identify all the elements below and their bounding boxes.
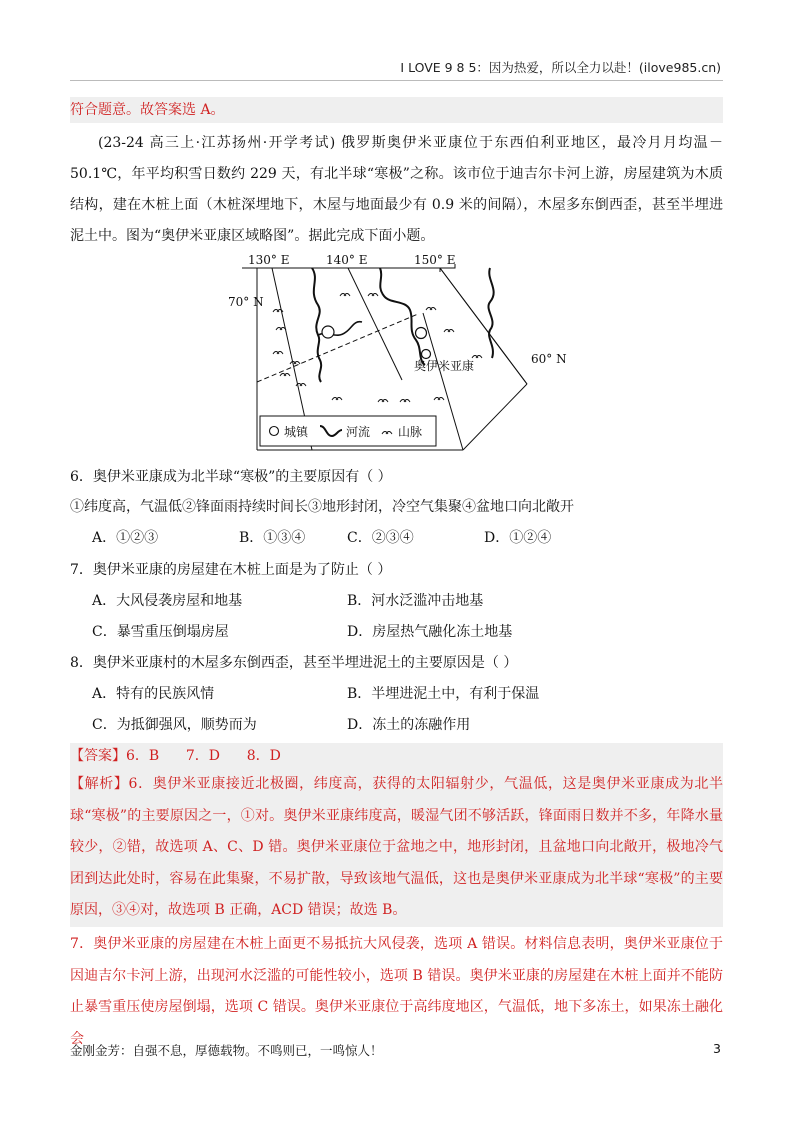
question-6-option-d[interactable]: D．①②④ (484, 530, 552, 546)
oymyakon-town-icon (422, 350, 431, 359)
question-7-option-c[interactable]: C．暴雪重压倒塌房屋 (92, 624, 229, 640)
mountain-icons (273, 294, 482, 403)
intro-text: (23-24 高三上·江苏扬州·开学考试) 俄罗斯奥伊米亚康位于东西伯利亚地区，最冷月月均温－50.1℃，年平均积雪日数约 229 天，有北半球“寒极”之称。该市位于迪吉尔卡河上游，房屋建筑为木质结构，建在木桩上面（木桩深埋地下，木屋与地面最少有 0.9 米的间隔），木屋多东倒西歪，甚至半埋进泥土中。图为“奥伊米亚康区域略图”。据此完成下面小题。 (70, 135, 723, 244)
question-6-option-b[interactable]: B．①③④ (239, 530, 306, 546)
question-6-stem: 6．奥伊米亚康成为北半球“寒极”的主要原因有（ ） (70, 469, 392, 485)
question-6-option-c[interactable]: C．②③④ (347, 530, 414, 546)
lon-label-140: 140° E (326, 253, 368, 267)
question-intro (70, 128, 723, 252)
question-6-statements: ①纬度高，气温低②锋面雨持续时间长③地形封闭，冷空气集聚④盆地口向北敞开 (70, 499, 574, 515)
analysis-question-6: 【解析】6．奥伊米亚康接近北极圈，纬度高，获得的太阳辐射少，气温低，这是奥伊米亚康成为北半球“寒极”的主要原因之一，①对。奥伊米亚康纬度高，暖湿气团不够活跃，锋面雨日数并不多，年降水量较少，②错，故选项 A、C、D 错。奥伊米亚康位于盆地之中，地形封闭，且盆地口向北敞开，极地冷气团到达此处时，容易在此集聚，不易扩散，导致该地气温低，这也是奥伊米亚康成为北半球“寒极”的主要原因，③④对，故选项 B 正确，ACD 错误；故选 B。 (70, 769, 723, 927)
town-icon (322, 326, 334, 338)
lat-label-60-outside: 60° N (531, 352, 567, 366)
analysis-question-7: 7．奥伊米亚康的房屋建在木桩上面更不易抵抗大风侵袭，选项 A 错误。材料信息表明，奥伊米亚康位于因迪吉尔卡河上游，出现河水泛滥的可能性较小，选项 B 错误。奥伊米亚康的房屋建在木桩上面并不能防止暴雪重压使房屋倒塌，选项 C 错误。奥伊米亚康位于高纬度地区，气温低，地下多冻土，如果冻土融化会 (70, 936, 723, 1047)
town-icon (416, 328, 427, 339)
legend-town-label: 城镇 (284, 425, 309, 439)
legend-mountain-label: 山脉 (398, 425, 423, 439)
footer-motto: 金刚金芳：自强不息，厚德载物。不鸣则已，一鸣惊人！ (70, 1043, 383, 1058)
header-divider (70, 80, 723, 81)
lon-label-130: 130° E (248, 253, 290, 267)
question-7-stem: 7．奥伊米亚康的房屋建在木桩上面是为了防止（ ） (70, 562, 392, 578)
question-6-option-a[interactable]: A．①②③ (92, 530, 159, 546)
legend-river-label: 河流 (346, 425, 371, 439)
river-indigirka (380, 268, 425, 365)
oymyakon-map (228, 250, 528, 452)
question-8-option-d[interactable]: D．冻土的冻融作用 (347, 717, 471, 733)
answer-key: 【答案】6．B 7．D 8．D (70, 743, 723, 769)
question-7-option-d[interactable]: D．房屋热气融化冻土地基 (347, 624, 513, 640)
river-lena (312, 268, 321, 382)
arctic-circle-line (257, 314, 418, 382)
place-label-oymyakon: 奥伊米亚康 (414, 359, 475, 373)
question-7-option-a[interactable]: A．大风侵袭房屋和地基 (92, 593, 243, 609)
question-8-option-c[interactable]: C．为抵御强风，顺势而为 (92, 717, 257, 733)
page-number: 3 (713, 1041, 721, 1056)
lon-label-150: 150° E (414, 253, 456, 267)
legend-town-icon (270, 427, 279, 436)
question-8-stem: 8．奥伊米亚康村的木屋多东倒西歪，甚至半埋进泥土的主要原因是（ ） (70, 655, 518, 671)
question-7-option-b[interactable]: B．河水泛滥冲击地基 (347, 593, 484, 609)
lat-label-70: 70° N (228, 295, 264, 309)
river-kolyma (488, 268, 493, 358)
page-header: I LOVE 9 8 5：因为热爱，所以全力以赴！(ilove985.cn) (400, 60, 721, 75)
question-8-option-a[interactable]: A．特有的民族风情 (92, 686, 215, 702)
previous-answer-tail: 符合题意。故答案选 A。 (70, 97, 723, 123)
map-legend (260, 416, 436, 446)
question-8-option-b[interactable]: B．半埋进泥土中，有利于保温 (347, 686, 540, 702)
